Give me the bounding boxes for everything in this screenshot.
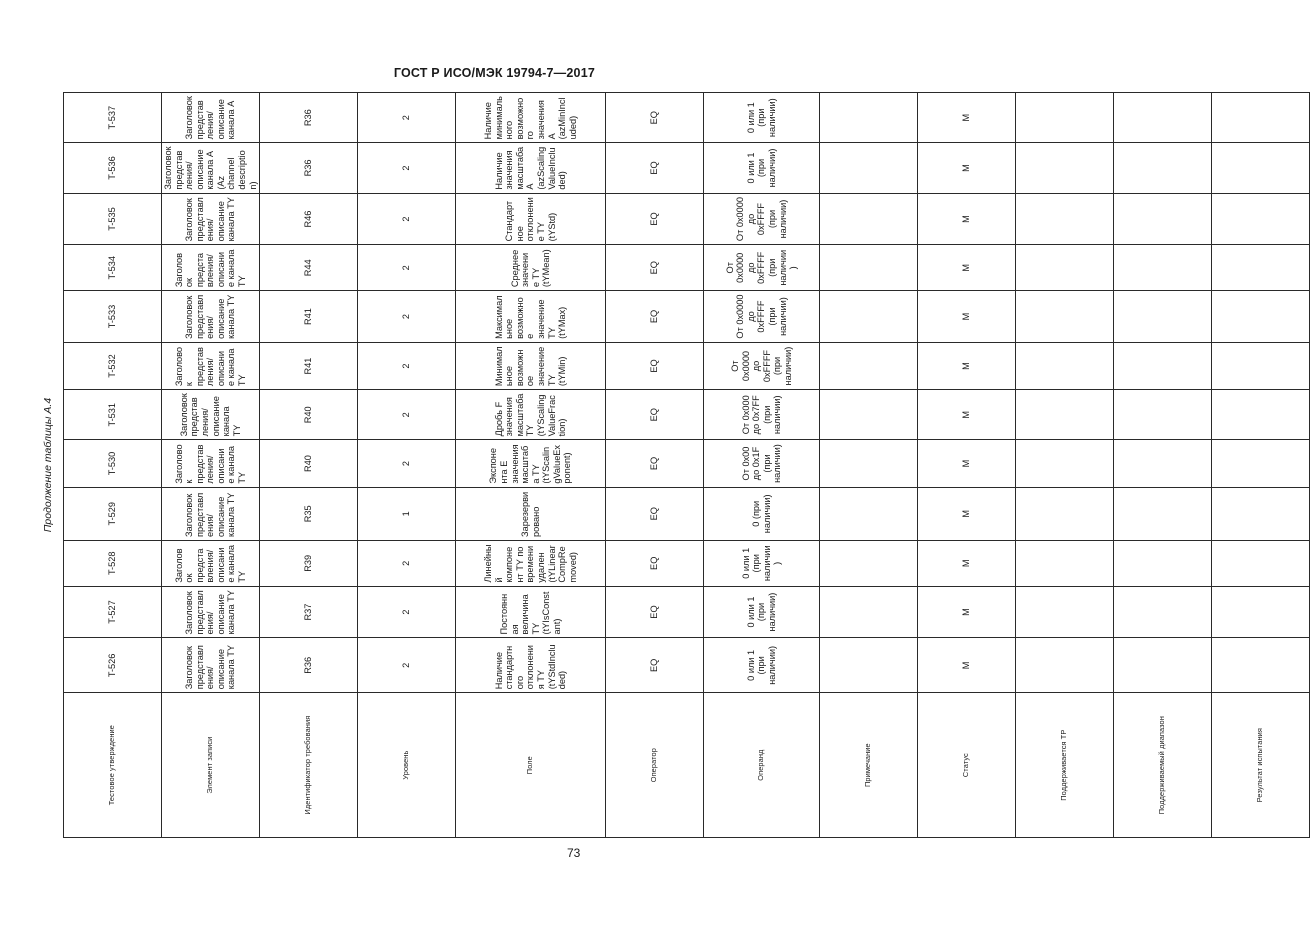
table-cell-level: 2 bbox=[358, 342, 456, 389]
table-cell-tp bbox=[1016, 390, 1114, 440]
table-cell-status: M bbox=[918, 193, 1016, 245]
column-header: Статус bbox=[918, 693, 1016, 838]
table-cell-result bbox=[1212, 143, 1310, 193]
table-cell-field: Наличие значения масштаба A (azScalingValueIncluded) bbox=[456, 143, 606, 193]
field-row-id bbox=[64, 93, 162, 838]
table-cell-field: Постоянная величина TY (tYIsConstant) bbox=[456, 586, 606, 638]
table-cell-status: M bbox=[918, 638, 1016, 693]
table-cell-tp bbox=[1016, 291, 1114, 343]
table-cell-status: M bbox=[918, 143, 1016, 193]
table-cell-note bbox=[820, 487, 918, 540]
table-cell-req: R39 bbox=[260, 540, 358, 586]
table-cell-req: R36 bbox=[260, 638, 358, 693]
table-cell-status: M bbox=[918, 245, 1016, 291]
table-cell-field: Дробь F значения масштаба TY (tYScalingValueFraction) bbox=[456, 390, 606, 440]
column-header: Уровень bbox=[358, 693, 456, 838]
rotated-table bbox=[63, 92, 1265, 838]
table-cell-id: T-537 bbox=[64, 93, 162, 143]
table-cell-op: EQ bbox=[606, 540, 704, 586]
table-cell-result bbox=[1212, 342, 1310, 389]
table-cell-result bbox=[1212, 390, 1310, 440]
table-cell-tp bbox=[1016, 93, 1114, 143]
table-cell-id: T-531 bbox=[64, 390, 162, 440]
table-cell-note bbox=[820, 193, 918, 245]
table-cell-level: 2 bbox=[358, 638, 456, 693]
table-cell-record: Заголовок представления/ описание канала A bbox=[162, 93, 260, 143]
table-cell-level: 2 bbox=[358, 390, 456, 440]
table-cell-tp bbox=[1016, 342, 1114, 389]
field-row-operand bbox=[704, 93, 820, 838]
column-header: Поддерживается ТР bbox=[1016, 693, 1114, 838]
table-cell-operand: От 0x00 до 0x1F (при наличии) bbox=[704, 440, 820, 487]
table-cell-op: EQ bbox=[606, 93, 704, 143]
table-cell-note bbox=[820, 342, 918, 389]
table-cell-op: EQ bbox=[606, 638, 704, 693]
table-cell-note bbox=[820, 540, 918, 586]
table-cell-range bbox=[1114, 638, 1212, 693]
table-cell-field: Линейный компонент TY по времени удален (tYLinearCompRemoved) bbox=[456, 540, 606, 586]
table-cell-range bbox=[1114, 440, 1212, 487]
standard-code: ГОСТ Р ИСО/МЭК 19794-7—2017 bbox=[393, 66, 595, 80]
table-cell-result bbox=[1212, 440, 1310, 487]
table-cell-req: R37 bbox=[260, 586, 358, 638]
table-cell-op: EQ bbox=[606, 245, 704, 291]
table-cell-range bbox=[1114, 143, 1212, 193]
table-cell-level: 2 bbox=[358, 586, 456, 638]
table-cell-field: Наличие минимального возможного значения A (azMinIncluded) bbox=[456, 93, 606, 143]
table-cell-record: Заголовок представления/ описание канала TY bbox=[162, 342, 260, 389]
table-cell-status: M bbox=[918, 540, 1016, 586]
table-cell-range bbox=[1114, 390, 1212, 440]
table-cell-op: EQ bbox=[606, 487, 704, 540]
table-cell-id: T-529 bbox=[64, 487, 162, 540]
table-cell-record: Заголовок представления/ описание канала TY bbox=[162, 390, 260, 440]
column-header: Результат испытания bbox=[1212, 693, 1310, 838]
table-cell-note bbox=[820, 245, 918, 291]
table-cell-record: Заголовок представления/ описание канала TY bbox=[162, 638, 260, 693]
table-cell-status: M bbox=[918, 291, 1016, 343]
table-cell-req: R36 bbox=[260, 93, 358, 143]
table-cell-field: Стандартное отклонение TY (tYStd) bbox=[456, 193, 606, 245]
table-cell-note bbox=[820, 143, 918, 193]
column-header: Элемент записи bbox=[162, 693, 260, 838]
table-cell-note bbox=[820, 291, 918, 343]
table-cell-record: Заголовок представления/ описание канала TY bbox=[162, 540, 260, 586]
field-row-result bbox=[1212, 93, 1310, 838]
table-cell-id: T-536 bbox=[64, 143, 162, 193]
field-row-op bbox=[606, 93, 704, 838]
table-cell-result bbox=[1212, 93, 1310, 143]
table-body bbox=[64, 93, 1310, 838]
table-cell-field: Максимальное возможное значение TY (tYMax) bbox=[456, 291, 606, 343]
table-cell-result bbox=[1212, 586, 1310, 638]
table-cell-req: R40 bbox=[260, 390, 358, 440]
table-cell-range bbox=[1114, 93, 1212, 143]
table-cell-tp bbox=[1016, 193, 1114, 245]
table-cell-record: Заголовок представления/ описание канала TY bbox=[162, 487, 260, 540]
table-caption-container bbox=[40, 92, 56, 838]
table-cell-id: T-532 bbox=[64, 342, 162, 389]
table-cell-range bbox=[1114, 193, 1212, 245]
table-cell-tp bbox=[1016, 487, 1114, 540]
table-cell-operand: 0 (при наличии) bbox=[704, 487, 820, 540]
table-cell-req: R40 bbox=[260, 440, 358, 487]
table-cell-tp bbox=[1016, 440, 1114, 487]
field-row-level bbox=[358, 93, 456, 838]
table-cell-status: M bbox=[918, 93, 1016, 143]
table-cell-level: 2 bbox=[358, 540, 456, 586]
table-cell-tp bbox=[1016, 586, 1114, 638]
table-cell-req: R36 bbox=[260, 143, 358, 193]
table-cell-operand: От 0x0000 до 0xFFFF (при наличии) bbox=[704, 193, 820, 245]
table-cell-tp bbox=[1016, 540, 1114, 586]
table-cell-range bbox=[1114, 586, 1212, 638]
table-cell-field: Среднее значение TY (tYMean) bbox=[456, 245, 606, 291]
table-cell-req: R44 bbox=[260, 245, 358, 291]
column-header: Поле bbox=[456, 693, 606, 838]
table-cell-operand: 0 или 1 (при наличии) bbox=[704, 143, 820, 193]
table-cell-field: Зарезервировано bbox=[456, 487, 606, 540]
table-cell-operand: От 0x0000 до 0xFFFF (при наличии) bbox=[704, 342, 820, 389]
table-cell-op: EQ bbox=[606, 143, 704, 193]
column-header: Операнд bbox=[704, 693, 820, 838]
table-cell-req: R46 bbox=[260, 193, 358, 245]
table-cell-result bbox=[1212, 245, 1310, 291]
column-header: Примечание bbox=[820, 693, 918, 838]
table-cell-note bbox=[820, 638, 918, 693]
table-cell-op: EQ bbox=[606, 390, 704, 440]
table-cell-level: 2 bbox=[358, 93, 456, 143]
table-cell-level: 1 bbox=[358, 487, 456, 540]
table-cell-op: EQ bbox=[606, 193, 704, 245]
table-cell-operand: 0 или 1 (при наличии) bbox=[704, 638, 820, 693]
table-cell-tp bbox=[1016, 245, 1114, 291]
table-cell-status: M bbox=[918, 440, 1016, 487]
table-cell-result bbox=[1212, 193, 1310, 245]
table-cell-range bbox=[1114, 342, 1212, 389]
table-cell-record: Заголовок представления/ описание канала TY bbox=[162, 586, 260, 638]
table-cell-status: M bbox=[918, 487, 1016, 540]
column-header: Поддерживаемый диапазон bbox=[1114, 693, 1212, 838]
table-cell-level: 2 bbox=[358, 143, 456, 193]
column-header: Идентификатор требования bbox=[260, 693, 358, 838]
table-cell-range bbox=[1114, 540, 1212, 586]
table-cell-record: Заголовок представления/ описание канала TY bbox=[162, 440, 260, 487]
table-cell-result bbox=[1212, 487, 1310, 540]
column-header: Тестовое утверждение bbox=[64, 693, 162, 838]
table-cell-status: M bbox=[918, 390, 1016, 440]
table-cell-range bbox=[1114, 245, 1212, 291]
field-row-tp bbox=[1016, 93, 1114, 838]
table-cell-level: 2 bbox=[358, 193, 456, 245]
table-cell-field: Экспонента E значения масштаба TY (tYScalingValueExponent) bbox=[456, 440, 606, 487]
table-cell-operand: 0 или 1 (при наличии) bbox=[704, 540, 820, 586]
table-cell-level: 2 bbox=[358, 291, 456, 343]
table-cell-id: T-534 bbox=[64, 245, 162, 291]
table-cell-level: 2 bbox=[358, 245, 456, 291]
table-cell-result bbox=[1212, 638, 1310, 693]
table-cell-id: T-528 bbox=[64, 540, 162, 586]
table-cell-range bbox=[1114, 291, 1212, 343]
table-cell-op: EQ bbox=[606, 586, 704, 638]
table-caption: Продолжение таблицы А.4 bbox=[42, 397, 54, 533]
field-row-note bbox=[820, 93, 918, 838]
table-cell-tp bbox=[1016, 638, 1114, 693]
table-cell-record: Заголовок представления/ описание канала TY bbox=[162, 291, 260, 343]
table-cell-result bbox=[1212, 540, 1310, 586]
table-cell-id: T-527 bbox=[64, 586, 162, 638]
table-cell-note bbox=[820, 93, 918, 143]
field-row-range bbox=[1114, 93, 1212, 838]
table-cell-field: Минимальное возможное значение TY (tYMin) bbox=[456, 342, 606, 389]
table-cell-req: R41 bbox=[260, 342, 358, 389]
field-row-field bbox=[456, 93, 606, 838]
test-assertions-table bbox=[63, 92, 1310, 838]
table-cell-operand: 0 или 1 (при наличии) bbox=[704, 93, 820, 143]
table-cell-range bbox=[1114, 487, 1212, 540]
table-cell-id: T-533 bbox=[64, 291, 162, 343]
field-row-req bbox=[260, 93, 358, 838]
column-header: Оператор bbox=[606, 693, 704, 838]
table-cell-id: T-526 bbox=[64, 638, 162, 693]
table-cell-level: 2 bbox=[358, 440, 456, 487]
table-cell-req: R35 bbox=[260, 487, 358, 540]
table-cell-record: Заголовок представления/ описание канала A (Az channel description) bbox=[162, 143, 260, 193]
table-container bbox=[63, 92, 1265, 838]
table-cell-record: Заголовок представления/ описание канала TY bbox=[162, 245, 260, 291]
table-cell-record: Заголовок представления/ описание канала TY bbox=[162, 193, 260, 245]
table-cell-id: T-530 bbox=[64, 440, 162, 487]
page-number: 73 bbox=[567, 846, 581, 860]
table-cell-note bbox=[820, 390, 918, 440]
table-cell-note bbox=[820, 586, 918, 638]
table-cell-operand: От 0x0000 до 0xFFFF (при наличии) bbox=[704, 245, 820, 291]
table-cell-id: T-535 bbox=[64, 193, 162, 245]
table-cell-operand: От 0x0000 до 0xFFFF (при наличии) bbox=[704, 291, 820, 343]
table-cell-req: R41 bbox=[260, 291, 358, 343]
field-row-status bbox=[918, 93, 1016, 838]
table-cell-op: EQ bbox=[606, 342, 704, 389]
table-cell-tp bbox=[1016, 143, 1114, 193]
table-cell-field: Наличие стандартного отклонения TY (tYStdIncluded) bbox=[456, 638, 606, 693]
table-cell-operand: 0 или 1 (при наличии) bbox=[704, 586, 820, 638]
table-cell-operand: От 0x000 до 0x7FF (при наличии) bbox=[704, 390, 820, 440]
table-cell-status: M bbox=[918, 342, 1016, 389]
table-cell-note bbox=[820, 440, 918, 487]
table-cell-result bbox=[1212, 291, 1310, 343]
table-cell-status: M bbox=[918, 586, 1016, 638]
table-cell-op: EQ bbox=[606, 440, 704, 487]
table-cell-op: EQ bbox=[606, 291, 704, 343]
field-row-record bbox=[162, 93, 260, 838]
